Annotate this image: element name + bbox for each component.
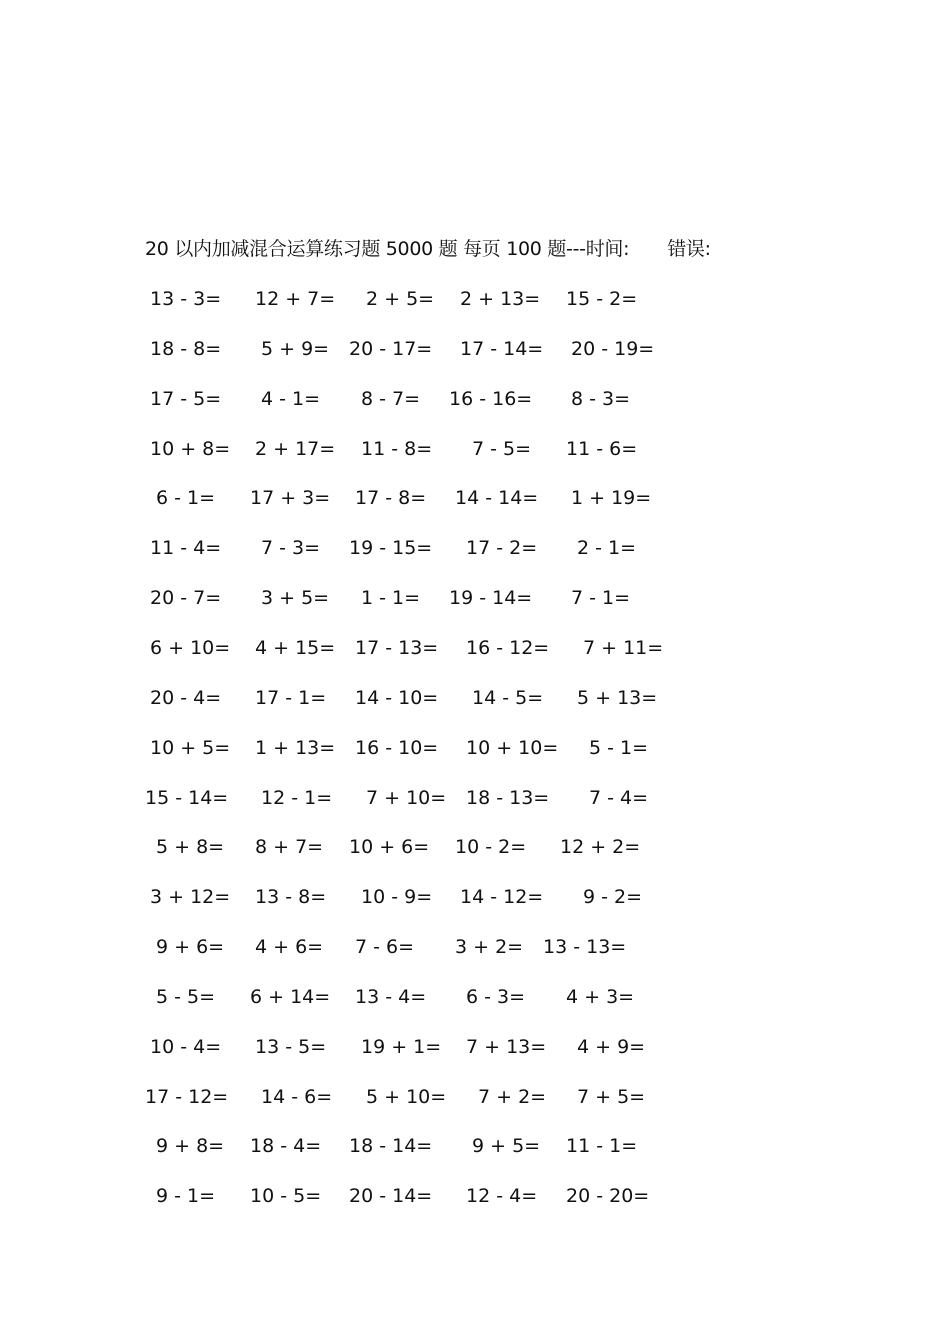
problem-item: 20 - 19= xyxy=(571,337,655,360)
problem-item: 14 - 5= xyxy=(472,686,544,709)
problem-item: 9 + 5= xyxy=(472,1135,541,1158)
problem-item: 13 - 3= xyxy=(150,288,222,310)
problem-item: 20 - 4= xyxy=(150,686,222,709)
problem-item: 9 + 6= xyxy=(156,936,225,959)
problem-item: 4 + 6= xyxy=(255,936,324,959)
problem-item: 10 + 8= xyxy=(150,437,231,460)
problem-item: 14 - 6= xyxy=(261,1085,333,1108)
problem-item: 9 - 1= xyxy=(156,1185,216,1208)
problem-item: 2 - 1= xyxy=(577,537,637,560)
problem-item: 20 - 14= xyxy=(349,1185,433,1208)
problem-row xyxy=(0,984,950,1010)
problem-item: 20 - 20= xyxy=(566,1185,650,1208)
problem-item: 7 + 2= xyxy=(478,1085,547,1108)
problem-item: 19 - 14= xyxy=(449,587,533,610)
problem-item: 15 - 14= xyxy=(145,786,229,809)
problem-item: 6 + 10= xyxy=(150,636,231,659)
problem-item: 17 - 1= xyxy=(255,686,327,709)
problem-item: 6 - 1= xyxy=(156,487,216,510)
problem-row xyxy=(0,1084,950,1110)
problem-item: 5 + 8= xyxy=(156,836,225,859)
problem-item: 14 - 10= xyxy=(355,686,439,709)
problem-row xyxy=(0,934,950,960)
problem-item: 12 - 4= xyxy=(466,1185,538,1208)
problem-item: 7 - 5= xyxy=(472,437,532,460)
problem-item: 17 - 12= xyxy=(145,1085,229,1108)
problem-item: 20 - 17= xyxy=(349,337,433,360)
problem-item: 14 - 14= xyxy=(455,487,539,510)
problem-item: 7 - 4= xyxy=(589,786,649,809)
problem-item: 16 - 16= xyxy=(449,387,533,410)
problem-item: 17 - 14= xyxy=(460,337,544,360)
problem-item: 13 - 13= xyxy=(543,936,627,959)
problem-item: 5 - 5= xyxy=(156,985,216,1008)
problem-item: 4 + 15= xyxy=(255,636,336,659)
problem-item: 19 + 1= xyxy=(361,1035,442,1058)
errors-label: 错误: xyxy=(667,238,711,260)
problem-item: 18 - 4= xyxy=(250,1135,322,1158)
problem-item: 18 - 8= xyxy=(150,337,222,360)
problem-item: 10 - 2= xyxy=(455,836,527,859)
problem-item: 1 + 13= xyxy=(255,736,336,759)
problem-item: 5 + 9= xyxy=(261,337,330,360)
problem-item: 9 + 8= xyxy=(156,1135,225,1158)
problem-item: 5 + 10= xyxy=(366,1085,447,1108)
problem-item: 19 - 15= xyxy=(349,537,433,560)
problem-item: 18 - 13= xyxy=(466,786,550,809)
problem-item: 13 - 4= xyxy=(355,985,427,1008)
problem-item: 1 + 19= xyxy=(571,487,652,510)
problem-item: 11 - 8= xyxy=(361,437,433,460)
problem-item: 3 + 12= xyxy=(150,886,231,909)
problem-item: 7 + 11= xyxy=(583,636,664,659)
problem-item: 4 + 9= xyxy=(577,1035,646,1058)
problem-item: 4 + 3= xyxy=(566,985,635,1008)
problem-item: 5 + 13= xyxy=(577,686,658,709)
problem-item: 11 - 1= xyxy=(566,1135,638,1158)
problem-item: 11 - 6= xyxy=(566,437,638,460)
problem-row xyxy=(0,685,950,711)
problem-item: 10 - 5= xyxy=(250,1185,322,1208)
problem-item: 10 + 6= xyxy=(349,836,430,859)
problem-item: 10 - 9= xyxy=(361,886,433,909)
problem-row xyxy=(0,1034,950,1060)
problem-item: 17 + 3= xyxy=(250,487,331,510)
problem-item: 17 - 5= xyxy=(150,387,222,410)
problem-row xyxy=(0,834,950,860)
problem-item: 17 - 8= xyxy=(355,487,427,510)
problem-item: 8 - 3= xyxy=(571,387,631,410)
problem-item: 2 + 5= xyxy=(366,288,435,310)
problem-item: 7 + 10= xyxy=(366,786,447,809)
problem-item: 10 + 10= xyxy=(466,736,559,759)
problem-item: 12 + 7= xyxy=(255,288,336,310)
problem-item: 3 + 5= xyxy=(261,587,330,610)
problem-item: 7 - 6= xyxy=(355,936,415,959)
problem-item: 13 - 8= xyxy=(255,886,327,909)
problem-item: 5 - 1= xyxy=(589,736,649,759)
problem-item: 1 - 1= xyxy=(361,587,421,610)
problem-item: 16 - 12= xyxy=(466,636,550,659)
problem-item: 16 - 10= xyxy=(355,736,439,759)
problem-item: 13 - 5= xyxy=(255,1035,327,1058)
problem-item: 6 + 14= xyxy=(250,985,331,1008)
problem-item: 8 - 7= xyxy=(361,387,421,410)
problem-item: 7 - 1= xyxy=(571,587,631,610)
problem-item: 17 - 2= xyxy=(466,537,538,560)
problem-item: 12 + 2= xyxy=(560,836,641,859)
problem-item: 6 - 3= xyxy=(466,985,526,1008)
problem-item: 7 + 13= xyxy=(466,1035,547,1058)
worksheet-header xyxy=(145,236,711,262)
problem-item: 18 - 14= xyxy=(349,1135,433,1158)
worksheet-title: 20 以内加减混合运算练习题 5000 题 每页 100 题---时间: xyxy=(145,238,630,260)
problem-item: 2 + 17= xyxy=(255,437,336,460)
problem-item: 11 - 4= xyxy=(150,537,222,560)
problem-item: 7 - 3= xyxy=(261,537,321,560)
problem-item: 10 - 4= xyxy=(150,1035,222,1058)
problem-item: 2 + 13= xyxy=(460,288,541,310)
problem-item: 9 - 2= xyxy=(583,886,643,909)
problem-item: 15 - 2= xyxy=(566,288,638,310)
problem-row xyxy=(0,535,950,561)
problem-item: 12 - 1= xyxy=(261,786,333,809)
problem-item: 14 - 12= xyxy=(460,886,544,909)
problem-row xyxy=(0,635,950,661)
problem-item: 10 + 5= xyxy=(150,736,231,759)
problem-row xyxy=(0,1133,950,1159)
problem-item: 7 + 5= xyxy=(577,1085,646,1108)
problem-row xyxy=(0,286,950,312)
problem-row xyxy=(0,386,950,412)
problem-row xyxy=(0,1183,950,1209)
problem-item: 3 + 2= xyxy=(455,936,524,959)
problem-row xyxy=(0,884,950,910)
problem-row xyxy=(0,785,950,811)
problem-item: 20 - 7= xyxy=(150,587,222,610)
problem-item: 4 - 1= xyxy=(261,387,321,410)
problem-row xyxy=(0,735,950,761)
problem-row xyxy=(0,585,950,611)
problem-row xyxy=(0,336,950,362)
problem-row xyxy=(0,436,950,462)
problem-item: 17 - 13= xyxy=(355,636,439,659)
problem-row xyxy=(0,485,950,511)
problem-item: 8 + 7= xyxy=(255,836,324,859)
